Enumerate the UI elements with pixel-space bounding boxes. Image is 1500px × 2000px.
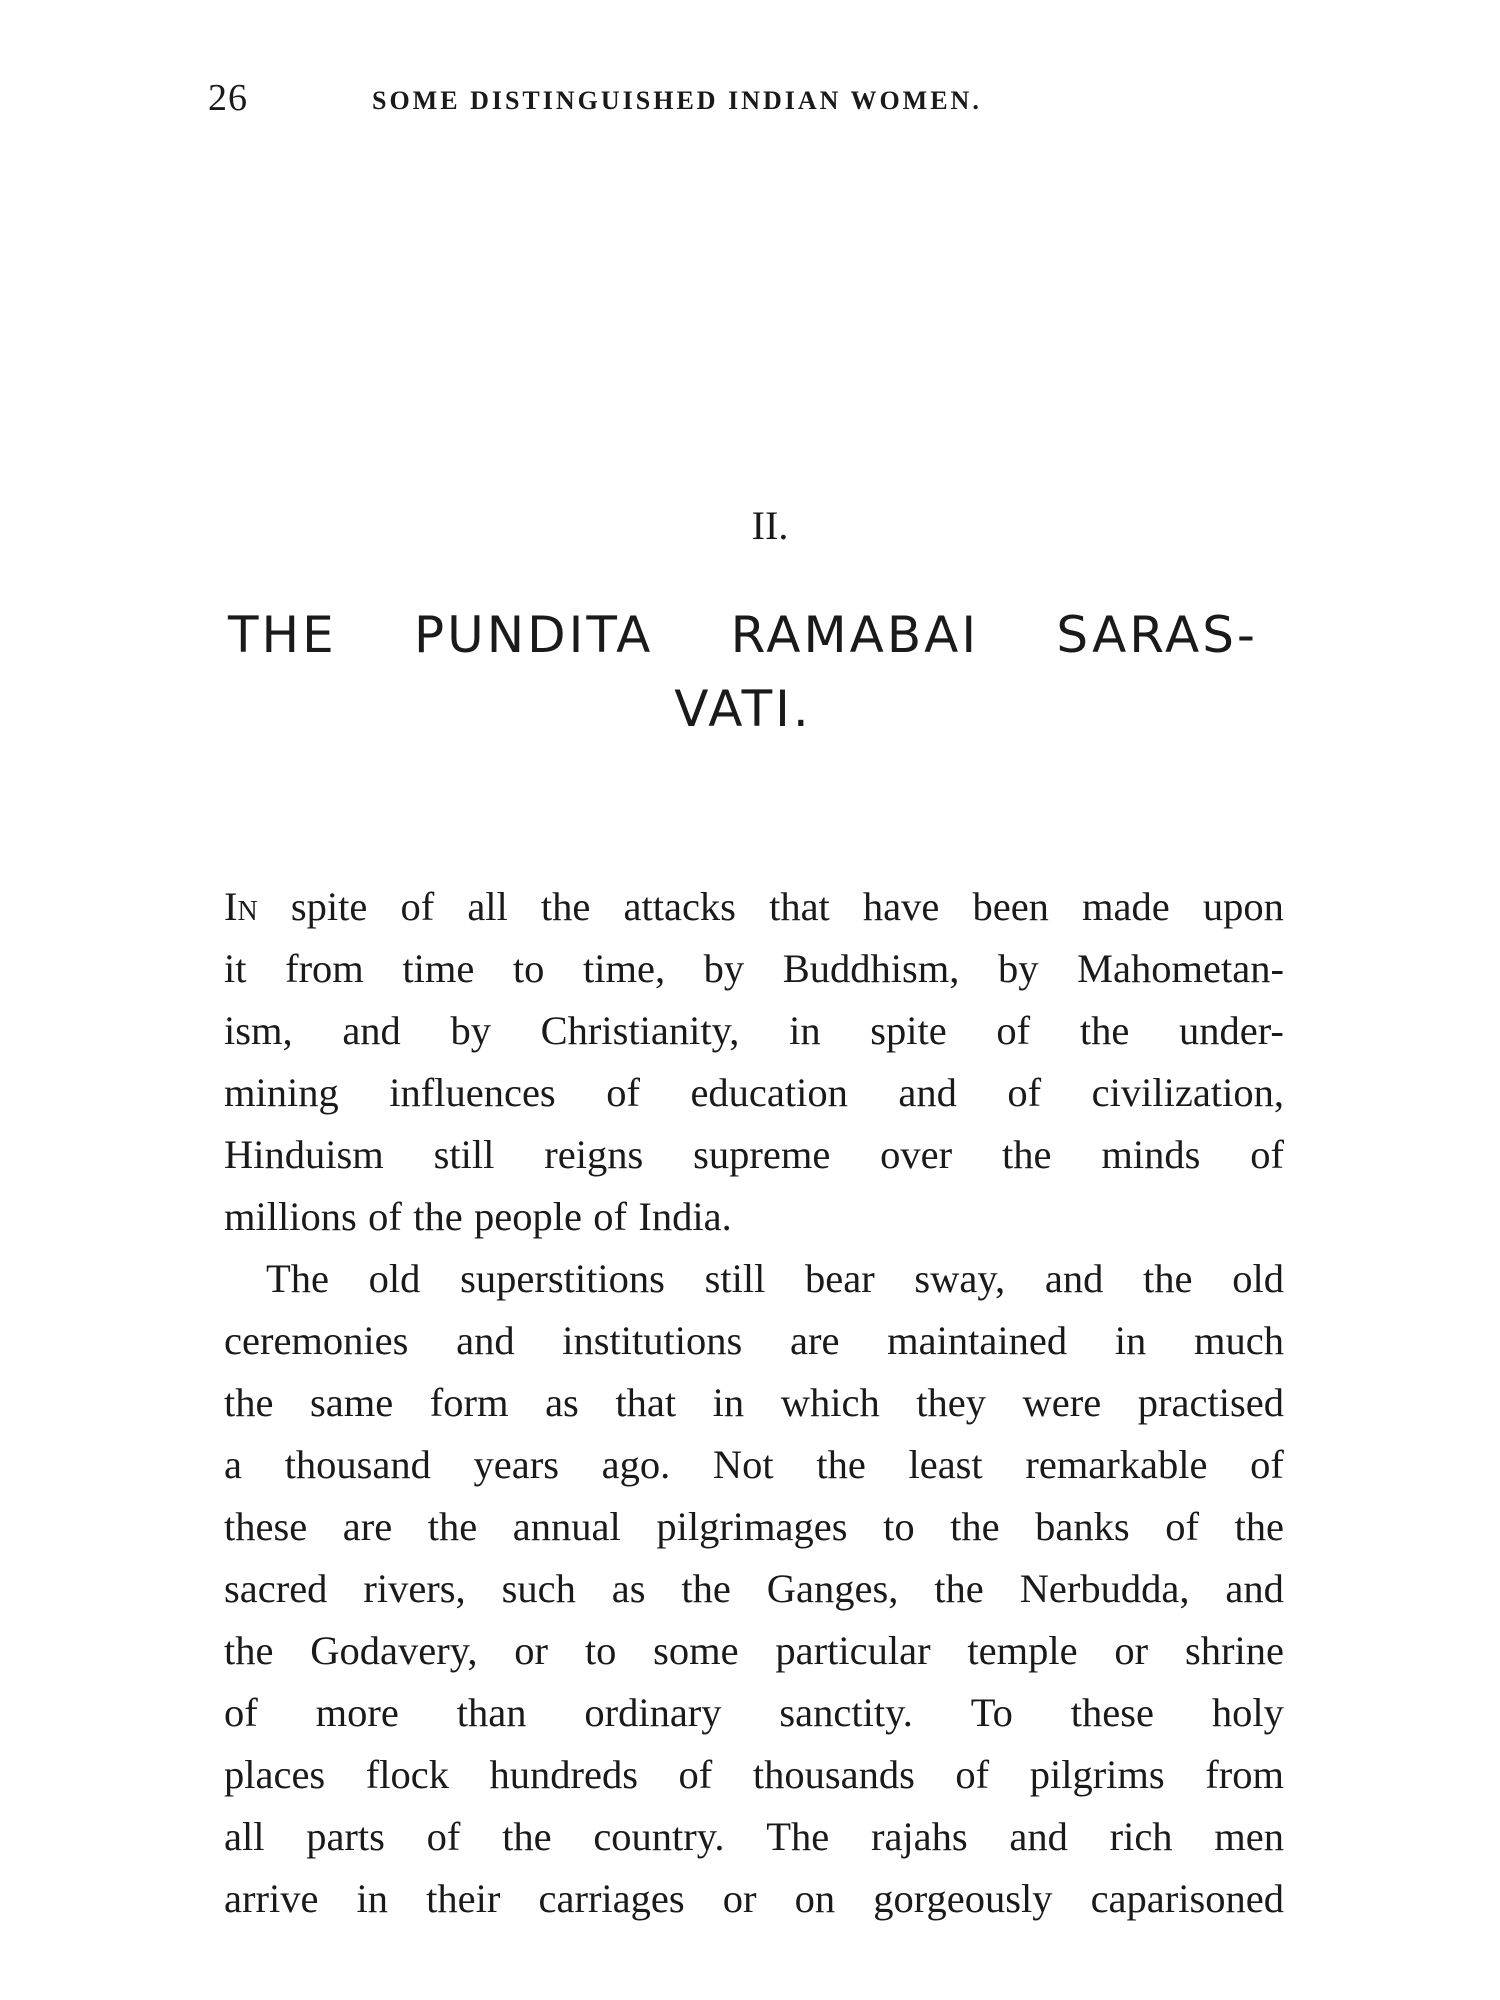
word: Godavery,: [310, 1628, 478, 1673]
word: time,: [583, 946, 666, 991]
word: their: [426, 1876, 501, 1921]
word: the: [413, 1194, 463, 1239]
text-line: [224, 876, 1284, 938]
page-number: 26: [208, 77, 248, 119]
word: practised: [1137, 1380, 1284, 1425]
word: of: [996, 1008, 1031, 1053]
word: been: [972, 884, 1049, 929]
word: that: [769, 884, 830, 929]
word: superstitions: [460, 1256, 665, 1301]
word: much: [1193, 1318, 1284, 1363]
word: rivers,: [363, 1566, 466, 1611]
word: were: [1022, 1380, 1102, 1425]
word: a: [224, 1442, 242, 1487]
word: SARAS-: [1056, 606, 1258, 664]
paragraph-1: [224, 876, 1284, 1248]
word: and: [342, 1008, 401, 1053]
word: To: [970, 1690, 1013, 1735]
word: the: [681, 1566, 731, 1611]
word: PUNDITA: [414, 606, 654, 664]
word: spite: [290, 884, 368, 929]
word: supreme: [693, 1132, 831, 1177]
word: sanctity.: [779, 1690, 913, 1735]
word: rajahs: [870, 1814, 968, 1859]
word: In: [224, 884, 258, 929]
text-line: [224, 1558, 1284, 1620]
word: old: [368, 1256, 421, 1301]
word: and: [898, 1070, 957, 1115]
text-line: [224, 1434, 1284, 1496]
word: annual: [512, 1504, 621, 1549]
word: of: [224, 1690, 258, 1735]
word: of: [955, 1752, 990, 1797]
word: temple: [967, 1628, 1078, 1673]
word: still: [704, 1256, 766, 1301]
word: or: [1114, 1628, 1149, 1673]
word: pilgrimages: [656, 1504, 848, 1549]
word: the: [224, 1628, 274, 1673]
word: pilgrims: [1029, 1752, 1165, 1797]
word: influences: [389, 1070, 556, 1115]
word: carriages: [538, 1876, 685, 1921]
word: form: [429, 1380, 509, 1425]
word: sway,: [914, 1256, 1006, 1301]
word: reigns: [544, 1132, 644, 1177]
chapter-title-line-2: VATI.: [674, 680, 812, 738]
word: attacks: [623, 884, 736, 929]
word: ceremonies: [224, 1318, 409, 1363]
word: flock: [365, 1752, 449, 1797]
word: old: [1232, 1256, 1284, 1301]
word: from: [285, 946, 364, 991]
word: the: [816, 1442, 866, 1487]
word: least: [908, 1442, 983, 1487]
word: of: [678, 1752, 713, 1797]
word: of: [1250, 1442, 1284, 1487]
word: thousand: [284, 1442, 431, 1487]
word: hundreds: [489, 1752, 638, 1797]
word: Nerbudda,: [1019, 1566, 1190, 1611]
text-line: [224, 938, 1284, 1000]
word: particular: [775, 1628, 931, 1673]
word: mining: [224, 1070, 339, 1115]
word: same: [310, 1380, 394, 1425]
word: ordinary: [584, 1690, 722, 1735]
word: of: [368, 1194, 402, 1239]
word: gorgeously: [873, 1876, 1053, 1921]
word: are: [790, 1318, 840, 1363]
word: country.: [593, 1814, 725, 1859]
word: the: [540, 884, 591, 929]
text-line: [224, 1186, 1284, 1248]
word: of: [1007, 1070, 1042, 1115]
chapter-title: [228, 598, 1258, 746]
word: arrive: [224, 1876, 319, 1921]
text-line: [224, 1248, 1284, 1310]
word: are: [342, 1504, 393, 1549]
word: time: [402, 946, 475, 991]
text-line: [224, 1124, 1284, 1186]
word: of: [1250, 1132, 1284, 1177]
word: the: [1143, 1256, 1193, 1301]
word: the: [427, 1504, 478, 1549]
word: in: [356, 1876, 389, 1921]
word: The: [266, 1256, 329, 1301]
word: and: [456, 1318, 515, 1363]
word: in: [712, 1380, 745, 1425]
word: by: [450, 1008, 491, 1053]
word: or: [514, 1628, 549, 1673]
word: the: [1079, 1008, 1130, 1053]
word: from: [1205, 1752, 1284, 1797]
word: the: [224, 1380, 274, 1425]
word: the: [502, 1814, 552, 1859]
word: holy: [1211, 1690, 1284, 1735]
word: more: [315, 1690, 399, 1735]
word: these: [224, 1504, 308, 1549]
word: upon: [1202, 884, 1284, 929]
word: and: [1044, 1256, 1104, 1301]
word: ism,: [224, 1008, 293, 1053]
word: sacred: [224, 1566, 328, 1611]
word: ago.: [601, 1442, 671, 1487]
word: all: [224, 1814, 265, 1859]
word: years: [473, 1442, 559, 1487]
word: of: [1165, 1504, 1199, 1549]
word: than: [456, 1690, 527, 1735]
text-line: [224, 1496, 1284, 1558]
text-line: [224, 1062, 1284, 1124]
word: minds: [1101, 1132, 1201, 1177]
word: made: [1082, 884, 1170, 929]
word: to: [512, 946, 545, 991]
word: in: [1114, 1318, 1147, 1363]
chapter-title-line-1: [228, 598, 1258, 672]
word: and: [1009, 1814, 1068, 1859]
word: to: [584, 1628, 617, 1673]
word: it: [224, 946, 247, 991]
word: Christianity,: [540, 1008, 740, 1053]
word: millions: [224, 1194, 357, 1239]
word: India.: [638, 1194, 732, 1239]
word: Hinduism: [224, 1132, 384, 1177]
word: by: [703, 946, 745, 991]
word: of: [426, 1814, 461, 1859]
word: such: [501, 1566, 576, 1611]
text-line: [224, 1372, 1284, 1434]
word: the: [950, 1504, 1000, 1549]
word: to: [883, 1504, 915, 1549]
word: spite: [870, 1008, 947, 1053]
word: or: [722, 1876, 757, 1921]
text-line: [224, 1744, 1284, 1806]
word: the: [1234, 1504, 1284, 1549]
word: The: [766, 1814, 830, 1859]
word: have: [862, 884, 940, 929]
word: by: [997, 946, 1039, 991]
chapter-number: II.: [751, 503, 789, 548]
word: men: [1214, 1814, 1284, 1859]
word: the: [934, 1566, 984, 1611]
word: they: [916, 1380, 986, 1425]
text-line: [224, 1682, 1284, 1744]
word: RAMABAI: [730, 606, 980, 664]
word: parts: [306, 1814, 385, 1859]
word: remarkable: [1025, 1442, 1208, 1487]
word: shrine: [1184, 1628, 1284, 1673]
word: in: [789, 1008, 821, 1053]
text-line: [224, 1000, 1284, 1062]
word: as: [545, 1380, 579, 1425]
word: thousands: [752, 1752, 915, 1797]
word: which: [780, 1380, 880, 1425]
word: education: [690, 1070, 848, 1115]
word: people: [474, 1194, 582, 1239]
word: institutions: [562, 1318, 743, 1363]
text-line: [224, 1806, 1284, 1868]
word: of: [593, 1194, 628, 1239]
word: all: [467, 884, 508, 929]
word: Ganges,: [766, 1566, 899, 1611]
word: still: [433, 1132, 495, 1177]
body-text: [224, 876, 1284, 1930]
word: banks: [1035, 1504, 1130, 1549]
paragraph-2: [224, 1248, 1284, 1930]
word: places: [224, 1752, 326, 1797]
word: these: [1070, 1690, 1155, 1735]
word: civilization,: [1091, 1070, 1284, 1115]
word: of: [606, 1070, 640, 1115]
word: that: [615, 1380, 677, 1425]
word: bear: [805, 1256, 875, 1301]
word: caparisoned: [1090, 1876, 1284, 1921]
text-line: [224, 1620, 1284, 1682]
word: and: [1225, 1566, 1284, 1611]
word: under-: [1179, 1008, 1284, 1053]
word: rich: [1109, 1814, 1173, 1859]
word: on: [794, 1876, 836, 1921]
word: Not: [712, 1442, 774, 1487]
text-line: [224, 1310, 1284, 1372]
word: THE: [228, 606, 337, 664]
running-head: SOME DISTINGUISHED INDIAN WOMEN.: [372, 86, 982, 115]
word: some: [653, 1628, 739, 1673]
word: Buddhism,: [782, 946, 960, 991]
word: of: [400, 884, 435, 929]
text-line: [224, 1868, 1284, 1930]
word: the: [1002, 1132, 1052, 1177]
word: over: [880, 1132, 953, 1177]
word: maintained: [887, 1318, 1068, 1363]
word: Mahometan-: [1077, 946, 1284, 991]
word: as: [611, 1566, 646, 1611]
